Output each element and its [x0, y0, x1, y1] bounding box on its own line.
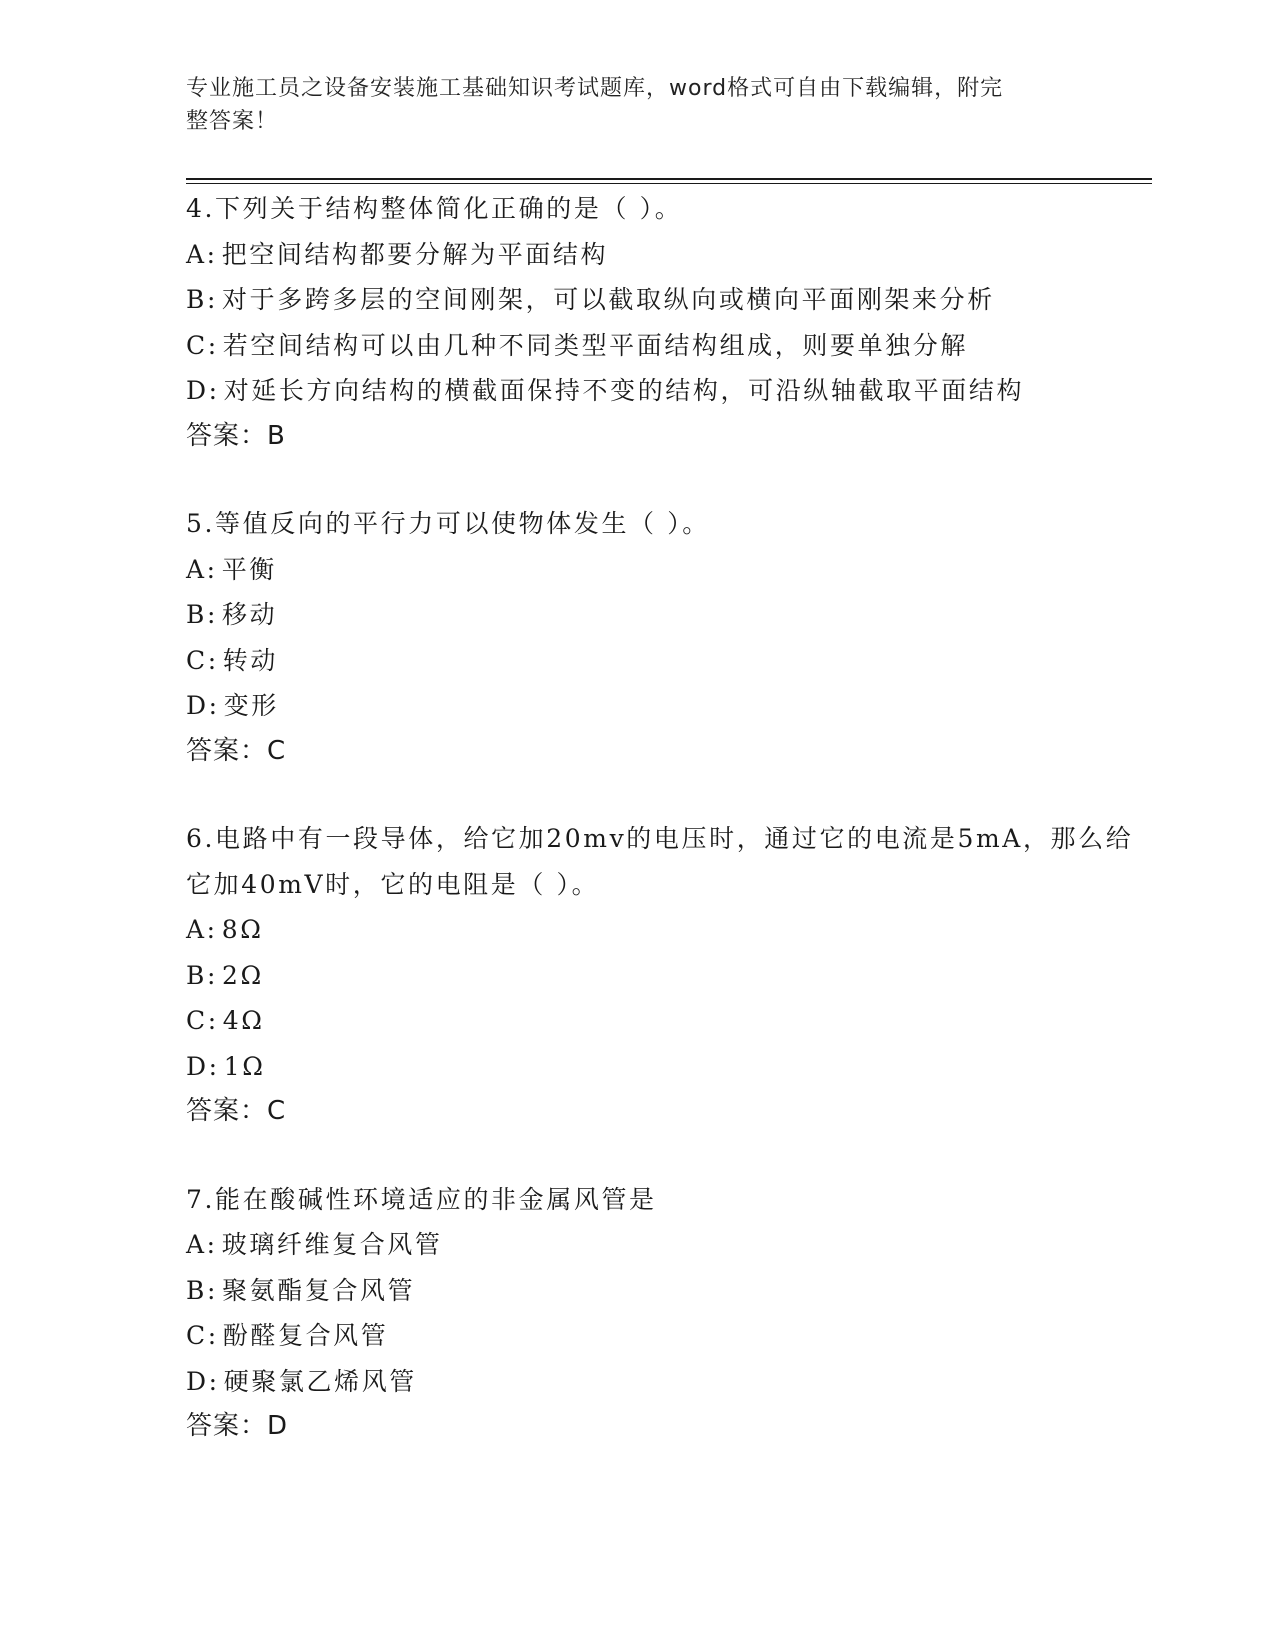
header-line-1: 专业施工员之设备安装施工基础知识考试题库，word格式可自由下载编辑，附完: [186, 76, 1004, 101]
option-c: [186, 998, 1152, 1044]
option-d: [186, 1359, 1152, 1405]
option-text: 酚醛复合风管: [222, 1321, 389, 1350]
option-separator: :: [207, 1006, 219, 1035]
option-text: 对于多跨多层的空间刚架，可以截取纵向或横向平面刚架来分析: [222, 285, 995, 314]
option-text: 硬聚氯乙烯风管: [223, 1366, 417, 1396]
option-key: B: [186, 600, 207, 629]
option-b: [186, 1268, 1152, 1314]
option-separator: :: [208, 1366, 220, 1396]
option-d: [186, 683, 1152, 729]
option-c: [186, 1313, 1152, 1359]
option-separator: :: [206, 600, 219, 629]
question-stem: 5.等值反向的平行力可以使物体发生（ ）。: [186, 509, 710, 538]
answer-value: C: [267, 735, 287, 766]
answer-label: 答案：: [186, 735, 268, 766]
option-separator: :: [208, 1051, 220, 1081]
option-separator: :: [208, 691, 220, 720]
option-separator: :: [206, 239, 218, 269]
option-key: A: [186, 1230, 207, 1259]
option-b: [186, 592, 1152, 638]
option-separator: :: [206, 960, 219, 990]
option-text: 把空间结构都要分解为平面结构: [221, 239, 609, 269]
option-key: A: [186, 554, 207, 584]
option-text: 若空间结构可以由几种不同类型平面结构组成，则要单独分解: [222, 330, 968, 360]
option-key: C: [186, 1006, 208, 1035]
option-text: 变形: [223, 691, 279, 720]
answer-label: 答案：: [186, 1411, 268, 1441]
option-text: 对延长方向结构的横截面保持不变的结构，可沿纵轴截取平面结构: [223, 376, 1025, 405]
option-text: 8Ω: [221, 915, 264, 944]
option-key: C: [186, 1321, 208, 1350]
option-c: [186, 323, 1152, 369]
option-key: A: [186, 239, 207, 269]
option-key: D: [186, 376, 209, 405]
option-text: 转动: [222, 645, 278, 675]
answer-line: [186, 729, 1152, 775]
option-key: B: [186, 960, 207, 990]
option-d: [186, 1044, 1152, 1090]
option-text: 聚氨酯复合风管: [222, 1275, 416, 1305]
question-block: [186, 1177, 1152, 1450]
option-text: 2Ω: [222, 960, 264, 990]
option-text: 1Ω: [223, 1051, 266, 1081]
option-key: B: [186, 1275, 207, 1305]
option-b: [186, 277, 1152, 323]
option-separator: :: [207, 330, 219, 360]
option-key: C: [186, 330, 208, 360]
option-separator: :: [206, 1275, 219, 1305]
question-stem: 4.下列关于结构整体简化正确的是（ ）。: [186, 194, 683, 223]
option-a: [186, 1222, 1152, 1268]
header-divider-thin: [186, 183, 1152, 184]
answer-value: D: [267, 1411, 289, 1441]
option-text: 4Ω: [222, 1006, 265, 1035]
option-a: [186, 547, 1152, 593]
option-text: 移动: [222, 600, 278, 629]
answer-line: [186, 1089, 1152, 1135]
option-a: [186, 907, 1152, 953]
option-key: B: [186, 285, 207, 314]
option-c: [186, 638, 1152, 684]
answer-label: 答案：: [186, 420, 268, 451]
question-block: [186, 186, 1152, 459]
header-line-2: 整答案！: [186, 109, 279, 134]
option-separator: :: [206, 1230, 218, 1259]
option-d: [186, 368, 1152, 414]
document-header: [186, 72, 1066, 138]
option-separator: :: [206, 554, 218, 584]
question-stem: 7.能在酸碱性环境适应的非金属风管是: [186, 1184, 657, 1214]
option-key: D: [186, 1051, 209, 1081]
option-key: A: [186, 915, 207, 944]
answer-line: [186, 414, 1152, 460]
header-divider-thick: [186, 178, 1152, 180]
question-list: [186, 186, 1152, 1492]
question-stem: 6.电路中有一段导体，给它加20mv的电压时，通过它的电流是5mA，那么给它加40mV时，它的电阻是（ ）。: [186, 824, 1134, 899]
option-separator: :: [206, 285, 219, 314]
option-key: C: [186, 645, 208, 675]
option-text: 玻璃纤维复合风管: [221, 1230, 443, 1259]
option-a: [186, 232, 1152, 278]
answer-value: B: [267, 420, 286, 451]
option-b: [186, 953, 1152, 999]
answer-label: 答案：: [186, 1096, 268, 1126]
question-block: [186, 501, 1152, 774]
option-separator: :: [207, 645, 219, 675]
option-key: D: [186, 691, 209, 720]
answer-line: [186, 1404, 1152, 1450]
answer-value: C: [267, 1096, 287, 1126]
option-separator: :: [207, 1321, 219, 1350]
option-separator: :: [208, 376, 220, 405]
question-block: [186, 816, 1152, 1135]
option-key: D: [186, 1366, 209, 1396]
option-text: 平衡: [221, 554, 277, 584]
option-separator: :: [206, 915, 218, 944]
